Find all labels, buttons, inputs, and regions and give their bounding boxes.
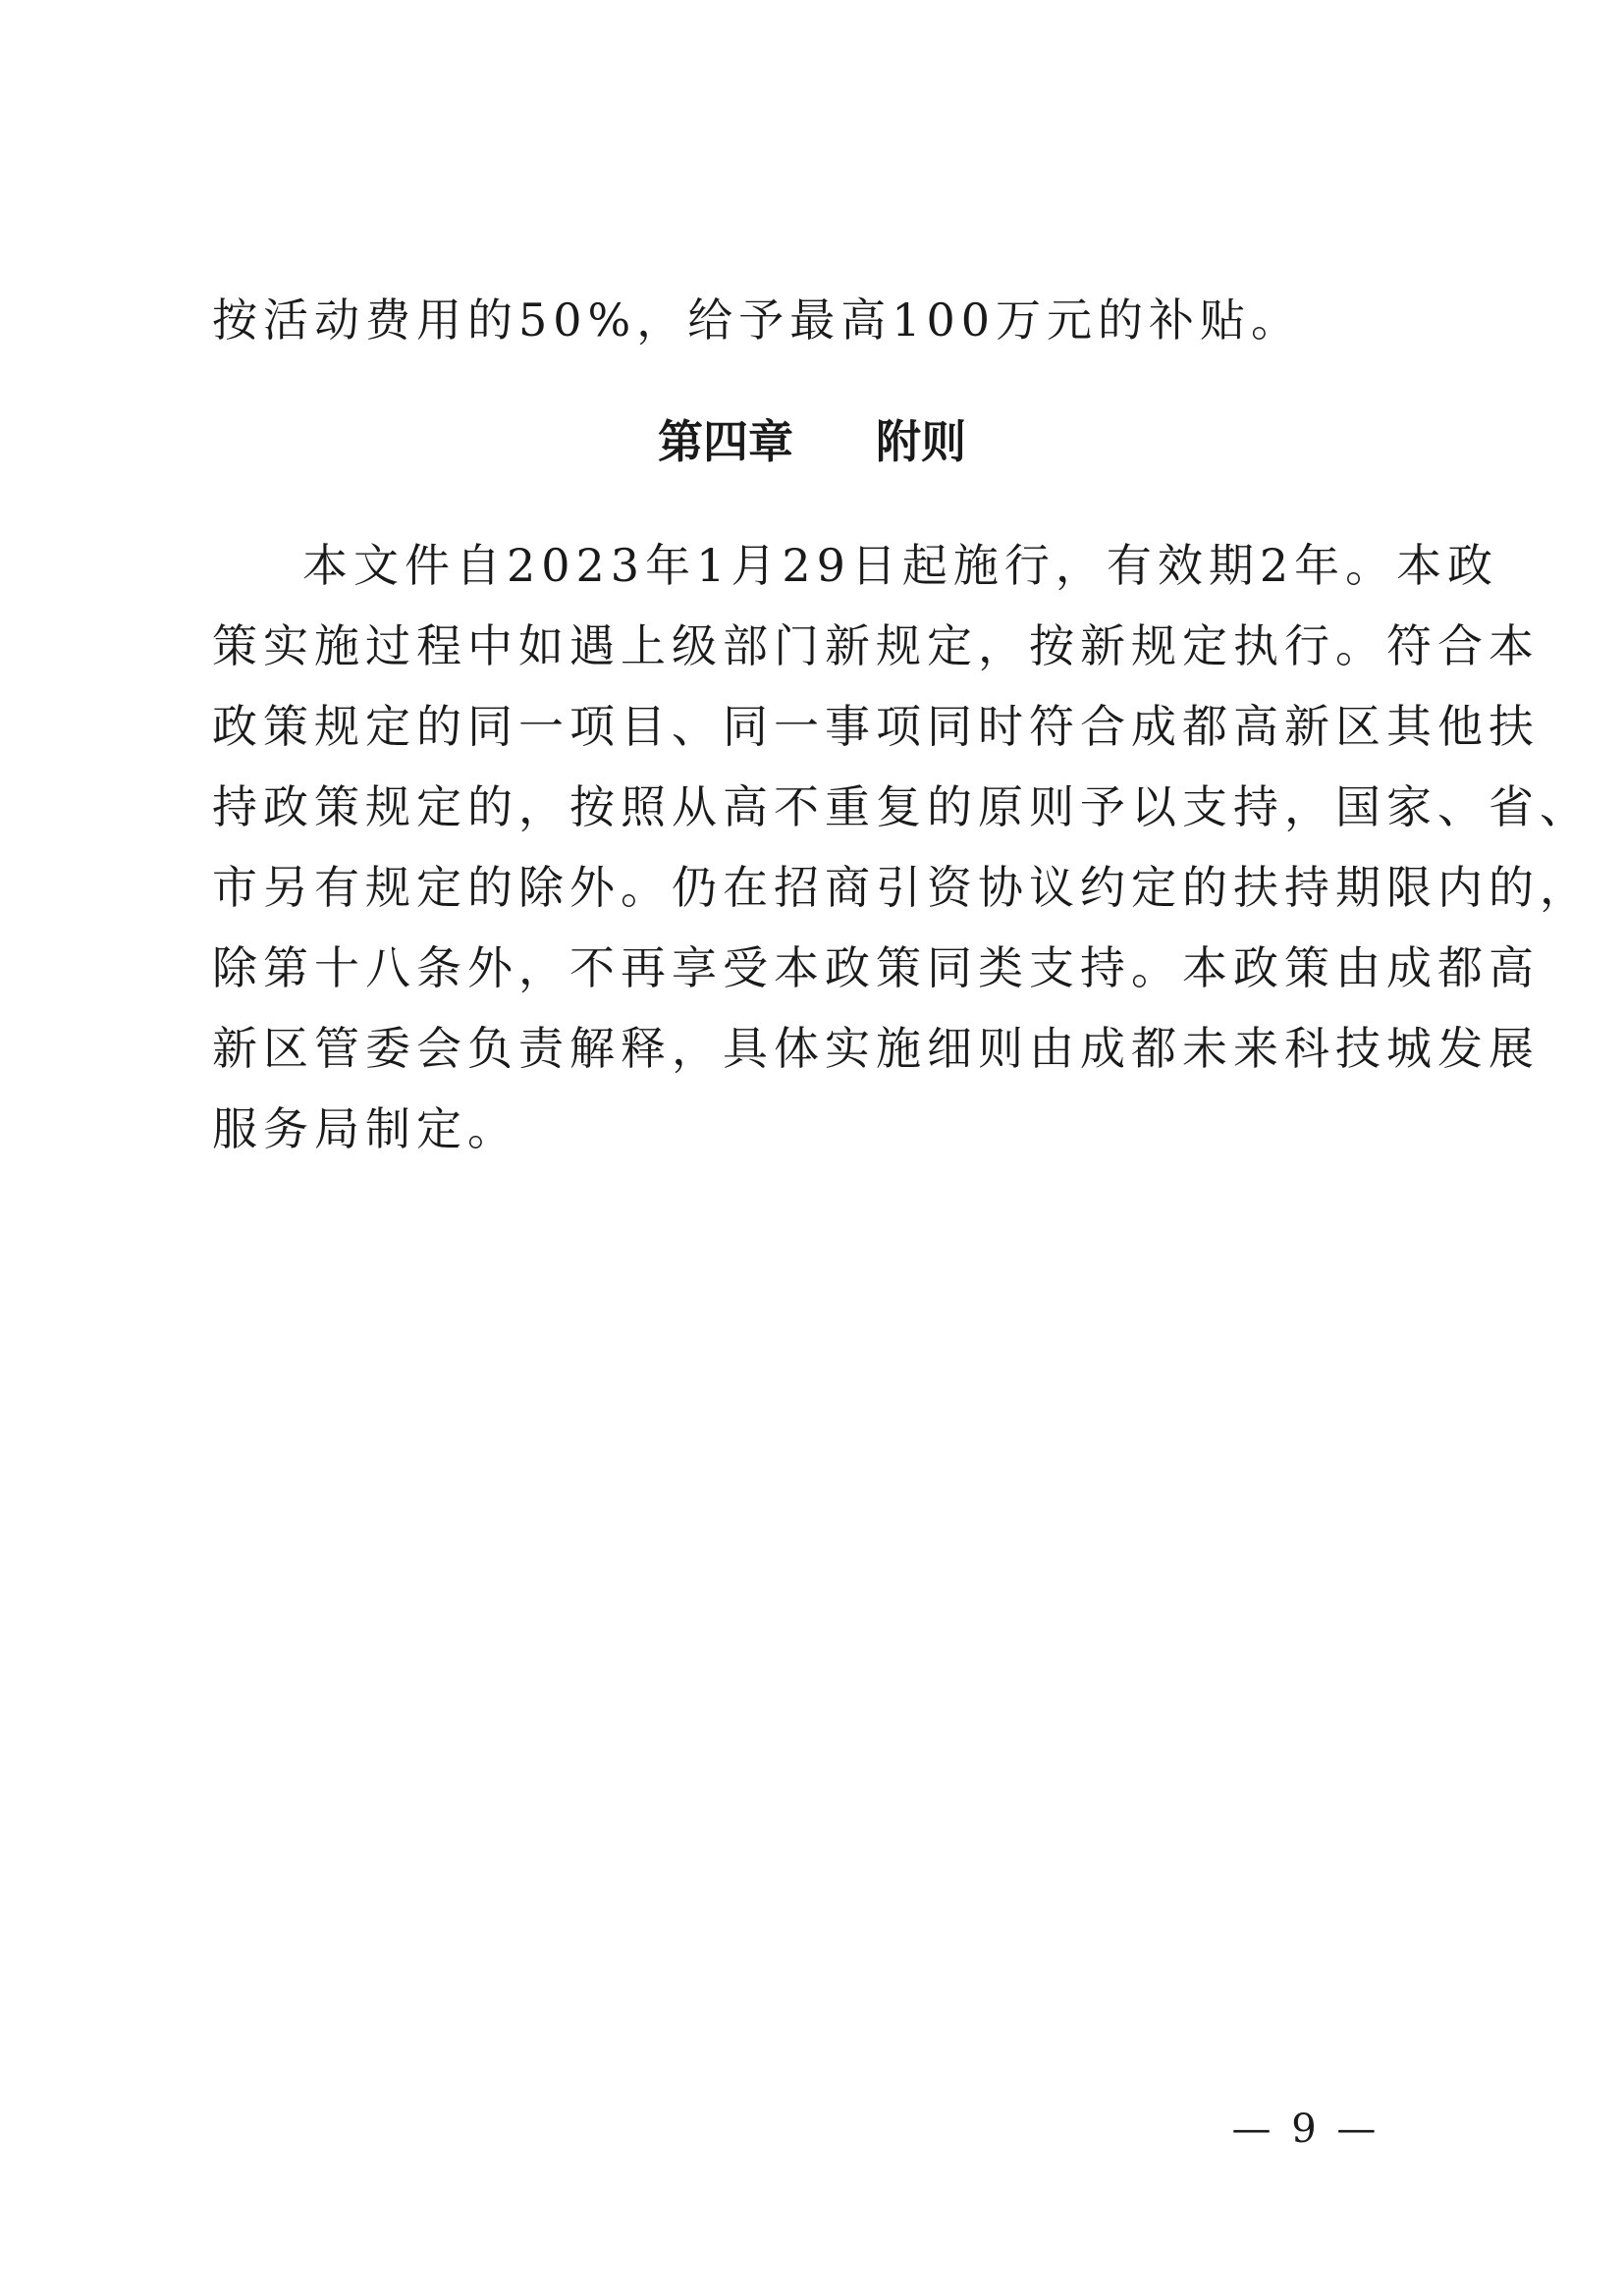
paragraph-line: 新区管委会负责解释，具体实施细则由成都未来科技城发展 (212, 1022, 1540, 1075)
chapter-title: 附则 (876, 415, 966, 468)
paragraph-line: 政策规定的同一项目、同一事项同时符合成都高新区其他扶 (212, 700, 1540, 753)
carryover-text-line: 按活动费用的50%，给予最高100万元的补贴。 (212, 294, 1303, 347)
paragraph-line: 市另有规定的除外。仍在招商引资协议约定的扶持期限内的， (212, 861, 1591, 914)
paragraph-line: 本文件自2023年1月29日起施行，有效期2年。本政 (302, 539, 1499, 592)
page-number: — 9 — (1231, 2107, 1380, 2152)
paragraph-line: 服务局制定。 (212, 1102, 518, 1155)
paragraph-line: 除第十八条外，不再享受本政策同类支持。本政策由成都高 (212, 941, 1540, 994)
chapter-heading (0, 412, 1624, 471)
paragraph-line: 策实施过程中如遇上级部门新规定，按新规定执行。符合本 (212, 619, 1540, 672)
paragraph-line: 持政策规定的，按照从高不重复的原则予以支持，国家、省、 (212, 780, 1591, 833)
chapter-number: 第四章 (658, 415, 793, 468)
